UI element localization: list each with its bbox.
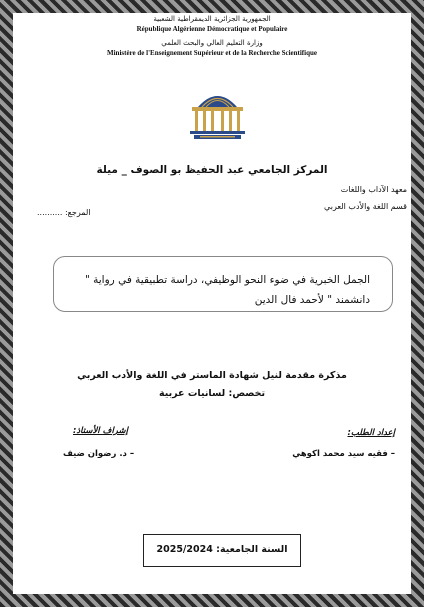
academic-year: السنة الجامعية: 2025/2024 — [156, 544, 288, 555]
header-fr-republic: République Algérienne Démocratique et Populaire — [136, 25, 288, 33]
university-building-icon — [186, 85, 249, 141]
thesis-title: الجمل الخبرية في ضوء النحو الوظيفي، دراسة تطبيقية في رواية " دانشمند " لأحمد فال الدين — [84, 274, 370, 306]
student-name: – فقيه سيد محمد اكوهي — [292, 449, 395, 459]
institute-name: معهد الآداب واللغات — [340, 185, 407, 194]
header-ar-republic: الجمهورية الجزائرية الديمقراطية الشعبية — [153, 15, 271, 23]
prepared-by-label: إعداد الطلب: — [347, 428, 395, 438]
academic-year-box — [143, 534, 301, 567]
header-ar-ministry: وزارة التعليم العالي والبحث العلمي — [161, 39, 263, 47]
university-logo — [186, 85, 249, 141]
header-fr-ministry: Ministère de l'Enseignement Supérieur et de la Recherche Scientifique — [107, 49, 317, 57]
university-center-name: المركز الجامعي عبد الحفيظ بو الصوف _ ميلة — [96, 164, 328, 176]
supervisor-name: – د. رضوان ضيف — [63, 449, 135, 459]
cover-page — [13, 13, 411, 594]
department-name: قسم اللغة والأدب العربي — [324, 202, 407, 211]
memo-statement: مذكرة مقدمة لنيل شهادة الماستر في اللغة والأدب العربي — [77, 370, 347, 381]
specialization: تخصص: لسانيات عربية — [158, 388, 266, 399]
thesis-title-box — [53, 256, 393, 312]
supervision-label: إشراف الأستاذ: — [73, 426, 128, 436]
reference-number: المرجع: .......... — [37, 208, 91, 217]
